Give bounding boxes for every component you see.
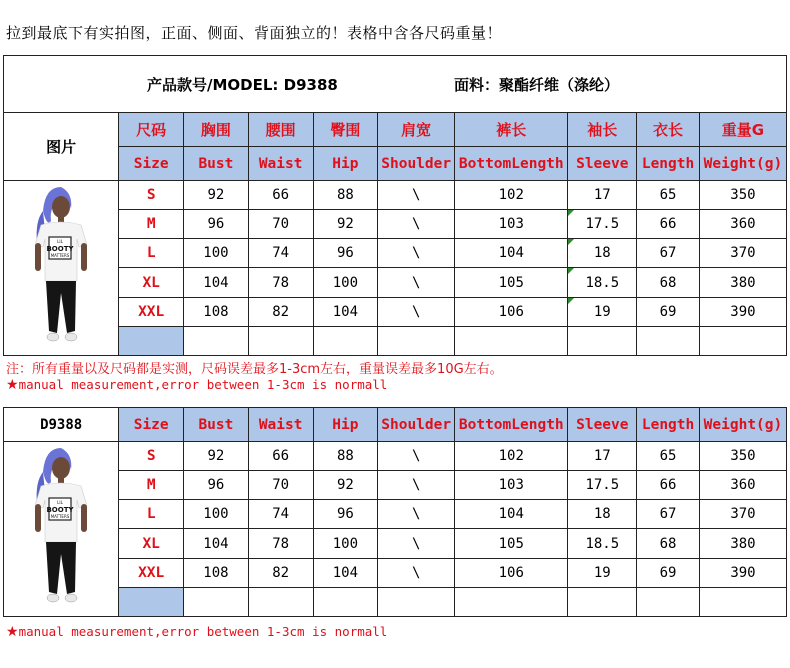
blank-cell (378, 326, 455, 355)
cell-shoulder: \ (378, 181, 455, 210)
cell-length: 66 (637, 210, 700, 239)
cell-shoulder: \ (378, 297, 455, 326)
blank-cell (637, 326, 700, 355)
cell-sleeve: 18.5 (568, 529, 637, 558)
cell-length: 65 (637, 181, 700, 210)
cell-weight: 370 (699, 500, 786, 529)
note-text: manual measurement,error between 1-3cm is normall (18, 377, 388, 392)
blank-cell (119, 326, 184, 355)
header-en-sleeve: Sleeve (568, 147, 637, 181)
cell-bust: 92 (184, 442, 249, 471)
cell-hip: 92 (313, 210, 378, 239)
blank-cell (184, 587, 249, 616)
header-en-bottom-length: BottomLength (455, 147, 568, 181)
cell-waist: 78 (248, 268, 313, 297)
svg-text:MATTERS: MATTERS (50, 253, 70, 258)
cell-length: 67 (637, 500, 700, 529)
note-text: manual measurement,error between 1-3cm is normall (18, 624, 388, 639)
cell-shoulder: \ (378, 471, 455, 500)
blank-cell (248, 587, 313, 616)
product-photo (21, 442, 101, 612)
cell-sleeve: 18 (568, 500, 637, 529)
cell-sleeve: 19 (568, 558, 637, 587)
table-row (4, 210, 787, 239)
cell-bottom-length: 102 (455, 442, 568, 471)
blank-cell (699, 326, 786, 355)
cell-waist: 66 (248, 181, 313, 210)
cell-length: 68 (637, 529, 700, 558)
header-en-length: Length (637, 147, 700, 181)
blank-cell (568, 587, 637, 616)
header-cn-bottom-length: 裤长 (455, 113, 568, 147)
cell-size: M (119, 471, 184, 500)
measurement-note-en (6, 377, 387, 393)
header-row-en-2 (4, 408, 787, 442)
cell-bottom-length: 103 (455, 210, 568, 239)
header-row-en (4, 147, 787, 181)
svg-text:BOOTY: BOOTY (46, 506, 74, 514)
cell-shoulder: \ (378, 239, 455, 268)
header-en-bust: Bust (184, 147, 249, 181)
header2-length: Length (637, 408, 700, 442)
model-cell: D9388 (4, 408, 119, 442)
cell-bottom-length: 104 (455, 239, 568, 268)
header-en-waist: Waist (248, 147, 313, 181)
cell-sleeve: 18.5 (568, 268, 637, 297)
cell-hip: 96 (313, 239, 378, 268)
cell-bust: 104 (184, 529, 249, 558)
cell-waist: 70 (248, 210, 313, 239)
svg-text:BOOTY: BOOTY (46, 245, 74, 253)
header-cn-bust: 胸围 (184, 113, 249, 147)
blank-row (4, 587, 787, 616)
cell-bust: 96 (184, 471, 249, 500)
table-row (4, 297, 787, 326)
cell-weight: 390 (699, 558, 786, 587)
header-cn-length: 衣长 (637, 113, 700, 147)
cell-sleeve: 19 (568, 297, 637, 326)
table-row (4, 442, 787, 471)
cell-weight: 370 (699, 239, 786, 268)
table-row (4, 558, 787, 587)
cell-size: S (119, 442, 184, 471)
cell-length: 66 (637, 471, 700, 500)
cell-bottom-length: 106 (455, 558, 568, 587)
cell-bust: 96 (184, 210, 249, 239)
cell-weight: 390 (699, 297, 786, 326)
star-icon: ★ (6, 377, 19, 393)
blank-cell (119, 587, 184, 616)
cell-weight: 350 (699, 181, 786, 210)
cell-bust: 100 (184, 239, 249, 268)
cell-length: 69 (637, 297, 700, 326)
cell-weight: 380 (699, 268, 786, 297)
top-note: 拉到最底下有实拍图，正面、侧面、背面独立的！表格中含各尺码重量！ (6, 24, 503, 42)
cell-bust: 92 (184, 181, 249, 210)
cell-waist: 82 (248, 297, 313, 326)
svg-text:LIL: LIL (57, 500, 63, 505)
cell-shoulder: \ (378, 558, 455, 587)
photo-cell (4, 181, 119, 356)
table-row (4, 268, 787, 297)
cell-waist: 66 (248, 442, 313, 471)
cell-bust: 104 (184, 268, 249, 297)
header-en-weight: Weight(g) (699, 147, 786, 181)
cell-size: M (119, 210, 184, 239)
header2-sleeve: Sleeve (568, 408, 637, 442)
cell-sleeve: 17 (568, 442, 637, 471)
cell-sleeve: 18 (568, 239, 637, 268)
cell-size: L (119, 500, 184, 529)
cell-waist: 70 (248, 471, 313, 500)
blank-row (4, 326, 787, 355)
cell-bust: 108 (184, 297, 249, 326)
cell-sleeve: 17 (568, 181, 637, 210)
star-icon: ★ (6, 624, 19, 640)
cell-waist: 82 (248, 558, 313, 587)
blank-cell (699, 587, 786, 616)
header2-bust: Bust (184, 408, 249, 442)
header-cn-weight: 重量G (699, 113, 786, 147)
blank-cell (568, 326, 637, 355)
cell-length: 68 (637, 268, 700, 297)
blank-cell (637, 587, 700, 616)
header-row-cn (4, 113, 787, 147)
cell-size: L (119, 239, 184, 268)
cell-weight: 380 (699, 529, 786, 558)
svg-text:MATTERS: MATTERS (50, 514, 70, 519)
measurement-note-en-2 (6, 624, 387, 640)
cell-bottom-length: 105 (455, 268, 568, 297)
cell-waist: 74 (248, 500, 313, 529)
cell-size: XXL (119, 558, 184, 587)
header-cn-size: 尺码 (119, 113, 184, 147)
blank-cell (313, 587, 378, 616)
cell-hip: 92 (313, 471, 378, 500)
table-row (4, 500, 787, 529)
table-row (4, 529, 787, 558)
header-en-size: Size (119, 147, 184, 181)
header2-size: Size (119, 408, 184, 442)
cell-weight: 350 (699, 442, 786, 471)
header-cn-waist: 腰围 (248, 113, 313, 147)
cell-size: XXL (119, 297, 184, 326)
header-cn-hip: 臀围 (313, 113, 378, 147)
cell-size: XL (119, 268, 184, 297)
blank-cell (184, 326, 249, 355)
cell-bottom-length: 103 (455, 471, 568, 500)
cell-shoulder: \ (378, 442, 455, 471)
table-row (4, 239, 787, 268)
model-label: 产品款号/MODEL: D9388 (147, 76, 338, 94)
cell-hip: 96 (313, 500, 378, 529)
cell-bottom-length: 106 (455, 297, 568, 326)
photo-header: 图片 (4, 113, 119, 181)
cell-weight: 360 (699, 471, 786, 500)
cell-shoulder: \ (378, 529, 455, 558)
cell-hip: 100 (313, 268, 378, 297)
blank-cell (455, 587, 568, 616)
cell-hip: 104 (313, 558, 378, 587)
cell-length: 69 (637, 558, 700, 587)
photo-cell (4, 442, 119, 617)
cell-waist: 74 (248, 239, 313, 268)
cell-shoulder: \ (378, 268, 455, 297)
cell-size: S (119, 181, 184, 210)
header2-hip: Hip (313, 408, 378, 442)
blank-cell (378, 587, 455, 616)
measurement-note-cn: 注：所有重量以及尺码都是实测，尺码误差最多1-3cm左右，重量误差最多10G左右。 (6, 362, 503, 377)
cell-bottom-length: 102 (455, 181, 568, 210)
cell-length: 67 (637, 239, 700, 268)
header2-shoulder: Shoulder (378, 408, 455, 442)
header-cn-shoulder: 肩宽 (378, 113, 455, 147)
cell-weight: 360 (699, 210, 786, 239)
cell-bottom-length: 105 (455, 529, 568, 558)
cell-shoulder: \ (378, 210, 455, 239)
header2-weight: Weight(g) (699, 408, 786, 442)
cell-bust: 108 (184, 558, 249, 587)
size-table-1 (3, 55, 787, 356)
size-table-2 (3, 407, 787, 617)
header2-bottom-length: BottomLength (455, 408, 568, 442)
cell-size: XL (119, 529, 184, 558)
cell-bottom-length: 104 (455, 500, 568, 529)
blank-cell (248, 326, 313, 355)
cell-hip: 88 (313, 181, 378, 210)
blank-cell (455, 326, 568, 355)
cell-bust: 100 (184, 500, 249, 529)
header2-waist: Waist (248, 408, 313, 442)
material-label: 面料：聚酯纤维（涤纶） (454, 76, 620, 94)
product-photo (21, 181, 101, 351)
cell-hip: 104 (313, 297, 378, 326)
cell-waist: 78 (248, 529, 313, 558)
table-row (4, 181, 787, 210)
blank-cell (313, 326, 378, 355)
header-en-hip: Hip (313, 147, 378, 181)
cell-hip: 100 (313, 529, 378, 558)
header-en-shoulder: Shoulder (378, 147, 455, 181)
cell-hip: 88 (313, 442, 378, 471)
cell-sleeve: 17.5 (568, 210, 637, 239)
header-cn-sleeve: 袖长 (568, 113, 637, 147)
title-row (4, 56, 787, 113)
svg-text:LIL: LIL (57, 239, 63, 244)
cell-sleeve: 17.5 (568, 471, 637, 500)
table-row (4, 471, 787, 500)
cell-length: 65 (637, 442, 700, 471)
cell-shoulder: \ (378, 500, 455, 529)
